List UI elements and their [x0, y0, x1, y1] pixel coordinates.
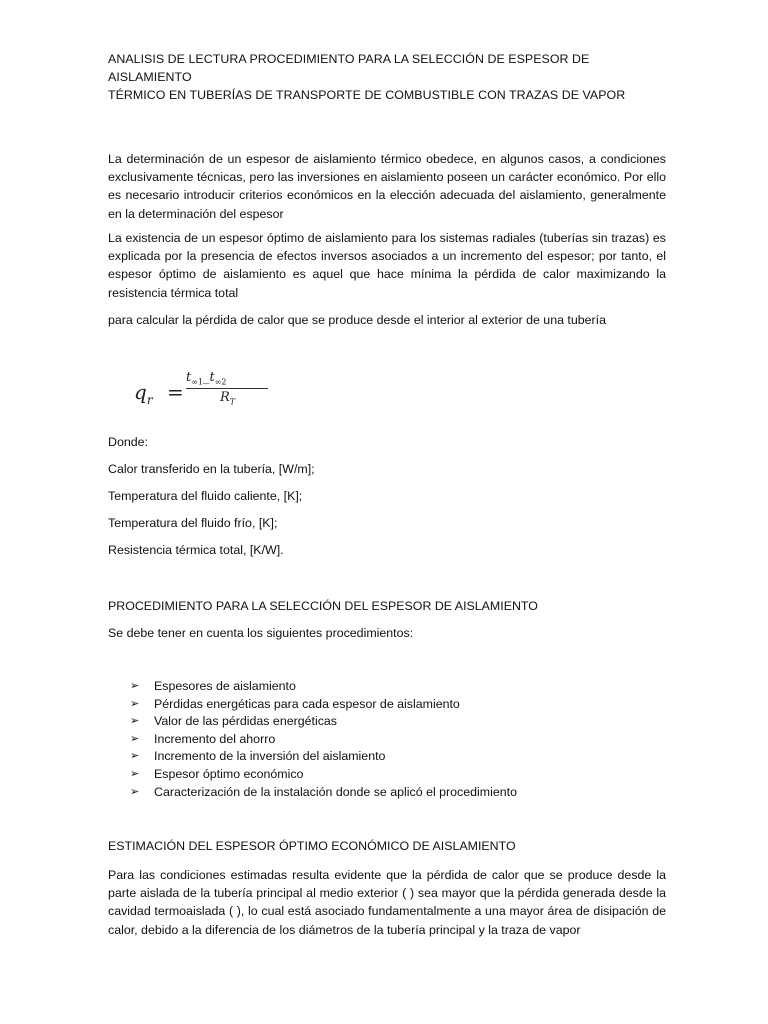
- formula-equals: =: [167, 380, 184, 404]
- document-page: [108, 0, 666, 1024]
- title-line-2: TÉRMICO EN TUBERÍAS DE TRANSPORTE DE COMBUSTIBLE CON TRAZAS DE VAPOR: [108, 88, 626, 102]
- donde-label: Donde:: [108, 435, 148, 449]
- paragraph-4: Para las condiciones estimadas resulta evidente que la pérdida de calor que se produce desde la parte aislada de la tubería principal al medio exterior ( ) sea mayor que la pérdida generada desde la cavidad termoaislada ( ), lo cual está asociado fundamentalmente a una mayor área de disipación de calor, debido a la diferencia de los diámetros de la tubería principal y la traza de vapor: [108, 868, 666, 937]
- heat-loss-formula: [134, 366, 274, 414]
- section-heading-procedure: PROCEDIMIENTO PARA LA SELECCIÓN DEL ESPESOR DE AISLAMIENTO: [108, 599, 538, 613]
- definition-heat-transfer: Calor transferido en la tubería, [W/m];: [108, 462, 315, 476]
- arrow-right-icon: ➢: [130, 715, 140, 728]
- definition-hot-fluid-temperature: Temperatura del fluido caliente, [K];: [108, 489, 303, 503]
- arrow-right-icon: ➢: [130, 750, 140, 763]
- list-item: ➢ Incremento de la inversión del aislamiento: [130, 748, 517, 766]
- paragraph-1: La determinación de un espesor de aislamiento térmico obedece, en algunos casos, a condiciones exclusivamente técnicas, pero las inversiones en aislamiento poseen un carácter económico. Por ello es necesario introducir criterios económicos en la elección adecuada del aislamiento, generalmente en la determinación del espesor: [108, 152, 666, 221]
- arrow-right-icon: ➢: [130, 680, 140, 692]
- arrow-right-icon: ➢: [130, 767, 140, 780]
- paragraph-3: para calcular la pérdida de calor que se produce desde el interior al exterior de una tubería: [108, 313, 606, 327]
- definition-thermal-resistance: Resistencia térmica total, [K/W].: [108, 543, 284, 557]
- arrow-right-icon: ➢: [130, 732, 140, 745]
- formula-denominator: $R_T$: [220, 390, 236, 407]
- arrow-right-icon: ➢: [130, 785, 140, 798]
- arrow-right-icon: ➢: [130, 697, 140, 710]
- list-item: ➢ Incremento del ahorro: [130, 731, 517, 749]
- section-heading-estimation: ESTIMACIÓN DEL ESPESOR ÓPTIMO ECONÓMICO DE AISLAMIENTO: [108, 839, 516, 853]
- list-item: ➢ Espesores de aislamiento: [130, 678, 517, 696]
- formula-lhs: $q_r$: [134, 380, 153, 407]
- procedure-intro: Se debe tener en cuenta los siguientes procedimientos:: [108, 626, 414, 640]
- definition-cold-fluid-temperature: Temperatura del fluido frío, [K];: [108, 516, 278, 530]
- paragraph-2: La existencia de un espesor óptimo de aislamiento para los sistemas radiales (tuberías sin trazas) es explicada por la presencia de efectos inversos asociados a un incremento del espesor; por tanto, el espesor óptimo de aislamiento es aquel que hace mínima la pérdida de calor maximizando la resistencia térmica total: [108, 231, 666, 300]
- list-item: ➢ Pérdidas energéticas para cada espesor de aislamiento: [130, 696, 517, 714]
- formula-fraction-bar: [186, 388, 268, 389]
- title-line-1: ANALISIS DE LECTURA PROCEDIMIENTO PARA LA SELECCIÓN DE ESPESOR DE AISLAMIENTO: [108, 52, 590, 84]
- list-item: ➢ Valor de las pérdidas energéticas: [130, 713, 517, 731]
- procedure-list: [130, 678, 517, 801]
- list-item: ➢ Caracterización de la instalación donde se aplicó el procedimiento: [130, 784, 517, 802]
- formula-numerator: $t_{\infty 1}\_t_{\infty 2}$: [186, 370, 227, 387]
- document-title: [108, 50, 666, 104]
- list-item: ➢ Espesor óptimo económico: [130, 766, 517, 784]
